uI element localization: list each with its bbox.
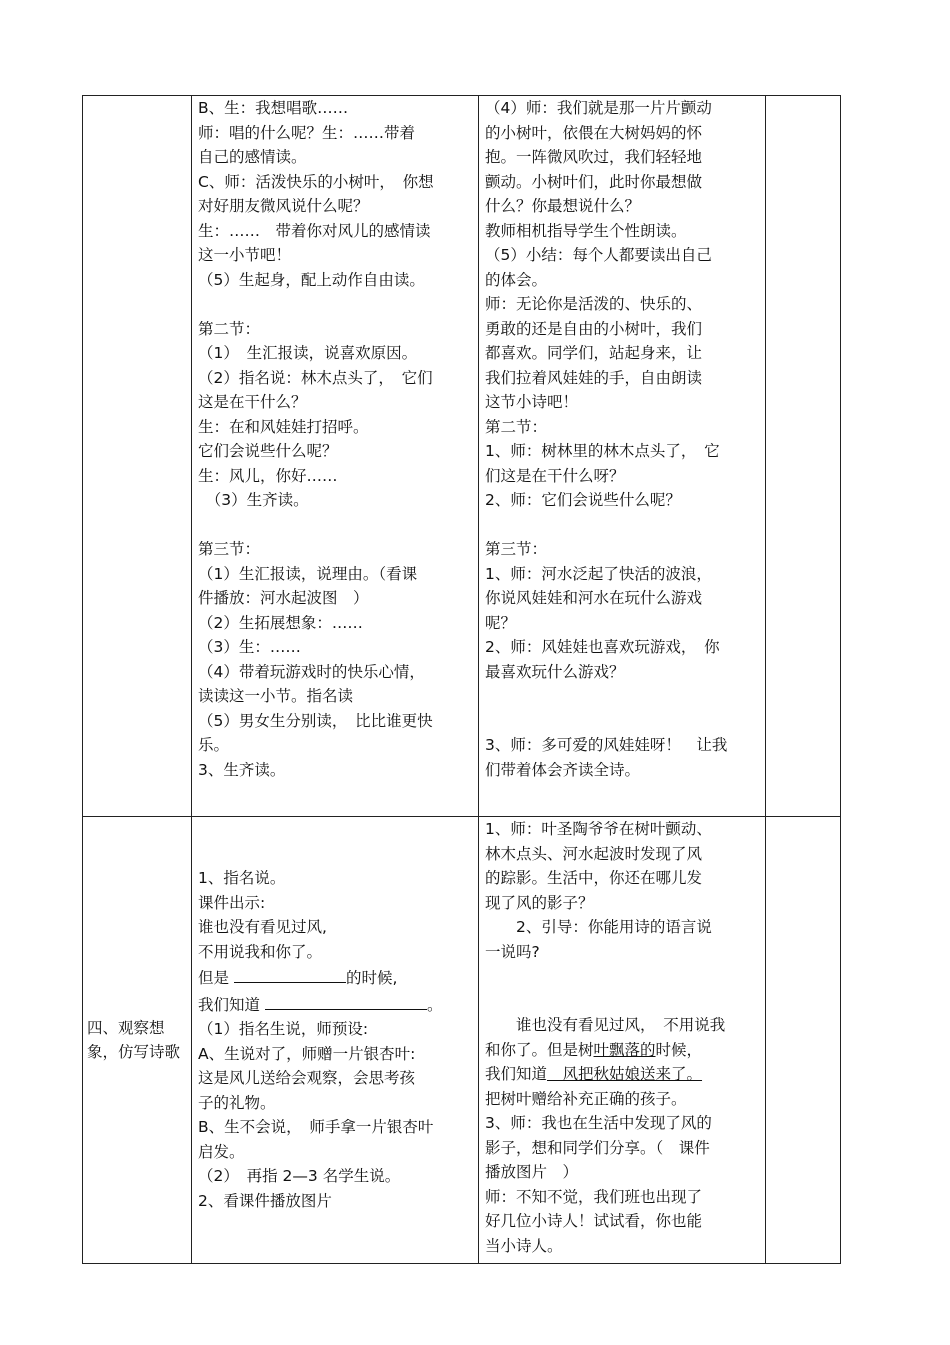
text-line: A、生说对了，师赠一片银杏叶: — [198, 1044, 416, 1063]
text-line: 颤动。小树叶们，此时你最想做 — [485, 172, 703, 191]
table-row — [83, 96, 841, 817]
text-line: （5）小结：每个人都要读出自己 — [485, 246, 712, 264]
text-line: 师：不知不觉，我们班也出现了 — [485, 1187, 703, 1206]
text-line: 的踪影。生活中，你还在哪儿发 — [485, 869, 703, 887]
text-line: 它们会说些什么呢？ — [198, 442, 338, 460]
text-line: 课件出示: — [198, 893, 266, 912]
text-line: 读读这一小节。指名读 — [198, 687, 354, 705]
stage-cell — [83, 96, 192, 817]
text-line: 2、师：风娃娃也喜欢玩游戏， 你 — [485, 638, 720, 656]
text-line: （1）生汇报读，说理由。（看课 — [198, 564, 418, 583]
text-line: 林木点头、河水起波时发现了风 — [485, 844, 703, 863]
fill-in-blank — [234, 964, 346, 983]
text-line: 这一小节吧！ — [198, 246, 292, 264]
text-line: 但是 的时候, — [198, 964, 472, 991]
text-line: （5）生起身，配上动作自由读。 — [198, 270, 425, 289]
text-line: 1、师：树林里的林木点头了， 它 — [485, 442, 720, 460]
text-line: 子的礼物。 — [198, 1093, 276, 1112]
text-line: 生：…… 带着你对风儿的感情读 — [198, 221, 431, 240]
note-cell — [766, 817, 841, 1264]
text-line: 教师相机指导学生个性朗读。 — [485, 221, 687, 240]
text-line: C、师：活泼快乐的小树叶， 你想 — [198, 172, 434, 191]
text-line: 件播放：河水起波图 ） — [198, 589, 369, 607]
text-line: 师：唱的什么呢？生：……带着 — [198, 123, 416, 142]
section-heading: 第三节： — [485, 540, 548, 558]
text-line: 2、引导：你能用诗的语言说 — [485, 918, 712, 936]
text-line: 不用说我和你了。 — [198, 942, 323, 961]
text-line: 什么？你最想说什么？ — [485, 197, 641, 215]
text-line: （1）指名生说，师预设: — [198, 1020, 369, 1038]
underlined-text: 风把秋姑娘送来了。 — [547, 1065, 703, 1083]
text-line: 这节小诗吧！ — [485, 393, 579, 411]
section-heading: 第二节： — [485, 417, 548, 436]
text-line: 的小树叶，依偎在大树妈妈的怀 — [485, 123, 703, 142]
text-line: （5）男女生分别读， 比比谁更快 — [198, 711, 433, 730]
teacher-activity-cell — [479, 96, 766, 817]
text-line: 生：在和风娃娃打招呼。 — [198, 417, 369, 436]
text-line: 我们知道 风把秋姑娘送来了。 — [485, 1065, 703, 1083]
fill-in-blank — [265, 991, 427, 1010]
text-line: 现了风的影子？ — [485, 893, 594, 912]
teacher-activity-cell — [479, 817, 766, 1264]
text-line: 这是风儿送给会观察，会思考孩 — [198, 1069, 416, 1087]
text-line: 3、生齐读。 — [198, 760, 286, 779]
text-line: （3）生齐读。 — [198, 491, 309, 509]
text-line: 乐。 — [198, 736, 230, 754]
text-line: （2）指名说：林木点头了， 它们 — [198, 368, 433, 387]
text-line: （2）生拓展想象：…… — [198, 613, 363, 632]
text-line: 抱。一阵微风吹过，我们轻轻地 — [485, 148, 703, 166]
lesson-plan-table — [82, 95, 841, 1264]
text-line: 师：无论你是活泼的、快乐的、 — [485, 295, 703, 313]
text-line: 3、师：我也在生活中发现了风的 — [485, 1114, 712, 1132]
text-line: 2、师：它们会说些什么呢？ — [485, 491, 681, 509]
text-line: 自己的感情读。 — [198, 148, 307, 166]
text-line: （3）生：…… — [198, 638, 301, 656]
text-line: 呢？ — [485, 613, 517, 632]
text-line: 我们拉着风娃娃的手，自由朗读 — [485, 368, 703, 387]
table-row — [83, 817, 841, 1264]
text-line: （2） 再指 2—3 名学生说。 — [198, 1167, 401, 1185]
text-line: 生：风儿，你好…… — [198, 466, 338, 485]
text-line: 勇敢的还是自由的小树叶，我们 — [485, 319, 703, 338]
section-heading: 第三节： — [198, 540, 261, 558]
text-line: 谁也没有看见过风， 不用说我 — [485, 1016, 726, 1034]
text-line: 影子，想和同学们分享。（ 课件 — [485, 1138, 710, 1157]
text-line: 播放图片 ） — [485, 1163, 579, 1181]
text-line: 把树叶赠给补充正确的孩子。 — [485, 1089, 687, 1108]
underlined-text: 叶飘落的 — [593, 1040, 656, 1059]
text-line: B、生不会说， 师手拿一片银杏叶 — [198, 1118, 434, 1136]
text-line: 一说吗? — [485, 942, 540, 961]
text-line: 3、师：多可爱的风娃娃呀！ 让我 — [485, 736, 728, 754]
text-line: 我们知道 。 — [198, 991, 472, 1018]
text-line: 你说风娃娃和河水在玩什么游戏 — [485, 589, 703, 607]
text-line: （4）师：我们就是那一片片颤动 — [485, 99, 712, 117]
text-line: 1、师：河水泛起了快活的波浪， — [485, 564, 712, 583]
student-activity-cell — [192, 817, 479, 1264]
text-line: 1、师：叶圣陶爷爷在树叶颤动、 — [485, 820, 712, 838]
text-line: 对好朋友微风说什么呢？ — [198, 197, 369, 215]
section-heading: 第二节： — [198, 319, 261, 338]
text-line: 当小诗人。 — [485, 1236, 563, 1255]
text-line: 们这是在干什么呀？ — [485, 466, 625, 485]
note-cell — [766, 96, 841, 817]
stage-title: 四、观察想象，仿写诗歌 — [87, 1018, 181, 1061]
stage-cell — [83, 817, 192, 1264]
text-line: 好几位小诗人！试试看，你也能 — [485, 1212, 703, 1230]
text-line: （4）带着玩游戏时的快乐心情， — [198, 662, 425, 681]
student-activity-cell — [192, 96, 479, 817]
text-line: 和你了。但是树叶飘落的时候， — [485, 1040, 703, 1059]
text-line: B、生：我想唱歌…… — [198, 99, 349, 117]
text-line: 的体会。 — [485, 270, 548, 289]
text-line: 都喜欢。同学们，站起身来，让 — [485, 344, 703, 362]
text-line: （1） 生汇报读，说喜欢原因。 — [198, 344, 418, 362]
text-line: 1、指名说。 — [198, 869, 286, 887]
text-line: 们带着体会齐读全诗。 — [485, 760, 641, 779]
text-line: 这是在干什么？ — [198, 393, 307, 411]
text-line: 谁也没有看见过风, — [198, 918, 327, 936]
text-line: 最喜欢玩什么游戏？ — [485, 662, 625, 681]
text-line: 2、看课件播放图片 — [198, 1191, 332, 1210]
text-line: 启发。 — [198, 1142, 245, 1161]
